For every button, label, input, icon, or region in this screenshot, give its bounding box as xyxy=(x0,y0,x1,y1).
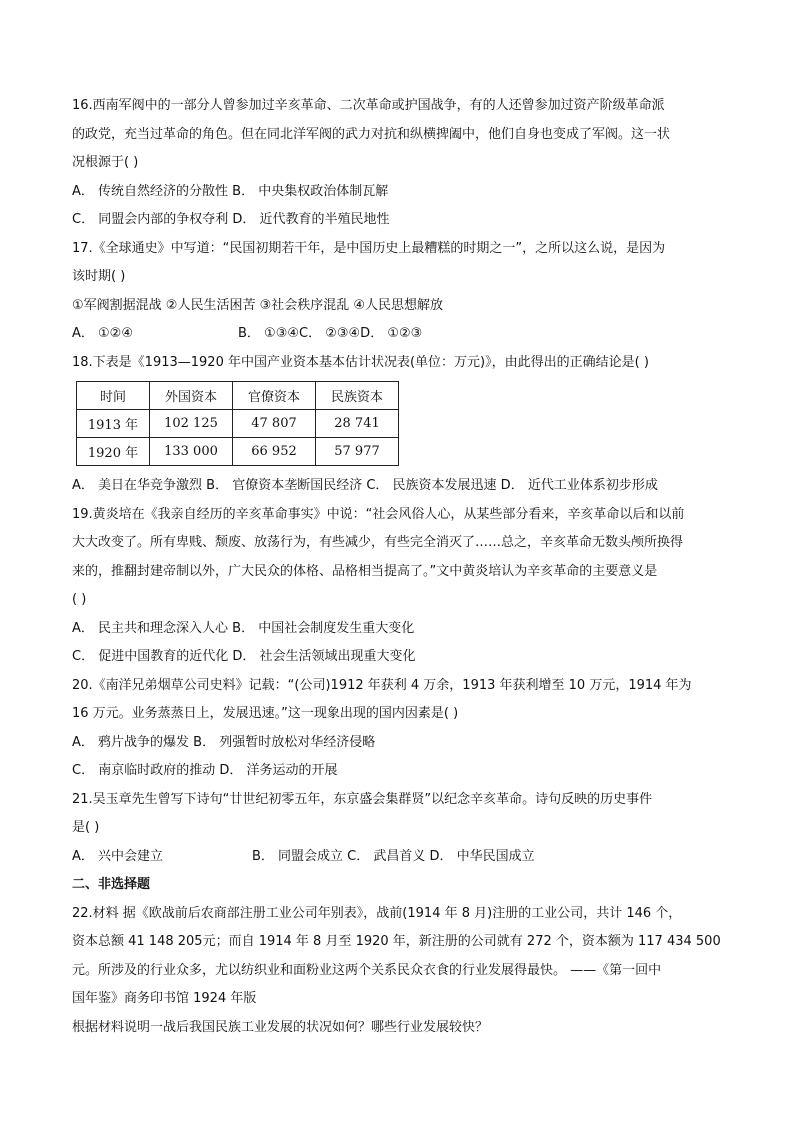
question-stem: 的政党，充当过革命的角色。但在同北洋军阀的武力对抗和纵横捭阖中，他们自身也变成了军阀。这一状 xyxy=(72,126,671,142)
option-a: A． ①②④ xyxy=(72,326,133,341)
table-header-cell: 官僚资本 xyxy=(233,382,316,410)
material-source: 国年鉴》商务印书馆 1924 年版 xyxy=(72,991,257,1006)
question-22 xyxy=(72,900,722,1043)
question-stem: 19.黄炎培在《我亲自经历的辛亥革命事实》中说：“社会风俗人心，从某些部分看来，辛亥革命以后和以前 xyxy=(72,506,685,522)
section-title: 二、非选择题 xyxy=(72,877,151,892)
question-stem: 20.《南洋兄弟烟草公司史料》记载：“(公司)1912 年获利 4 万余，1913 年获利增至 10 万元，1914 年为 xyxy=(72,677,692,693)
table-cell: 1920 年 xyxy=(77,438,150,466)
question-stem: 21.吴玉章先生曾写下诗句“廿世纪初零五年，东京盛会集群贤”以纪念辛亥革命。诗句反映的历史事件 xyxy=(72,791,653,807)
question-stem: 16 万元。业务蒸蒸日上，发展迅速。”这一现象出现的国内因素是( ) xyxy=(72,706,459,721)
material-text: 22.材料 据《欧战前后农商部注册工业公司年别表》，战前(1914 年 8 月)注册的工业公司，共计 146 个， xyxy=(72,905,682,921)
capital-table xyxy=(76,381,399,466)
material-text: 元。所涉及的行业众多，尤以纺织业和面粉业这两个关系民众衣食的行业发展得最快。 ——《第一回中 xyxy=(72,962,662,978)
question-stem: 该时期( ) xyxy=(72,269,126,284)
options-row xyxy=(72,320,722,349)
question-prompt: 根据材料说明一战后我国民族工业发展的状况如何？哪些行业发展较快？ xyxy=(72,1019,489,1035)
options-row: A． 美日在华竞争激烈 B． 官僚资本垄断国民经济 C． 民族资本发展迅速 D． 近代工业体系初步形成 xyxy=(72,478,658,493)
question-stem: 大大改变了。所有卑贱、颓废、放荡行为，有些减少，有些完全消灭了……总之，辛亥革命无数头颅所换得 xyxy=(72,535,684,550)
question-stem: 是( ) xyxy=(72,820,100,835)
table-cell: 102 125 xyxy=(150,410,233,438)
table-header-row xyxy=(77,382,399,410)
table-cell: 133 000 xyxy=(150,438,233,466)
question-stem: 18.下表是《1913—1920 年中国产业资本基本估计状况表(单位：万元)》，由此得出的正确结论是( ) xyxy=(72,354,649,370)
table-cell: 47 807 xyxy=(233,410,316,438)
question-stem: ( ) xyxy=(72,592,87,607)
question-16 xyxy=(72,92,722,235)
question-20 xyxy=(72,672,722,786)
options-bcd: B． 同盟会成立 C． 武昌首义 D． 中华民国成立 xyxy=(252,848,535,864)
table-header-cell: 时间 xyxy=(77,382,150,410)
options-bcd: B． ①③④C． ②③④D． ①②③ xyxy=(238,326,423,341)
question-18 xyxy=(72,349,722,501)
options-row xyxy=(72,843,722,872)
table-cell: 1913 年 xyxy=(77,410,150,438)
table-cell: 28 741 xyxy=(316,410,399,438)
question-stem: 来的，推翻封建帝制以外，广大民众的体格、品格相当提高了。”文中黄炎培认为辛亥革命的主要意义是 xyxy=(72,563,658,579)
question-stem: 16.西南军阀中的一部分人曾参加过辛亥革命、二次革命或护国战争，有的人还曾参加过资产阶级革命派 xyxy=(72,98,665,113)
question-stem: 况根源于( ) xyxy=(72,155,139,170)
table-row xyxy=(77,410,399,438)
table-row xyxy=(77,438,399,466)
numbered-items: ①军阀割据混战 ②人民生活困苦 ③社会秩序混乱 ④人民思想解放 xyxy=(72,297,444,313)
table-cell: 57 977 xyxy=(316,438,399,466)
option-a: A． 兴中会建立 xyxy=(72,848,164,864)
question-17 xyxy=(72,235,722,349)
options-cd: C． 同盟会内部的争权夺利 D． 近代教育的半殖民地性 xyxy=(72,212,390,227)
page-content xyxy=(72,92,722,1042)
options-ab: A． 鸦片战争的爆发 B． 列强暂时放松对华经济侵略 xyxy=(72,734,376,750)
options-cd: C． 促进中国教育的近代化 D． 社会生活领域出现重大变化 xyxy=(72,649,416,664)
question-19 xyxy=(72,501,722,672)
question-21 xyxy=(72,786,722,872)
material-text: 资本总额 41 148 205元；而自 1914 年 8 月至 1920 年，新注册的公司就有 272 个，资本额为 117 434 500 xyxy=(72,934,721,949)
table-header-cell: 外国资本 xyxy=(150,382,233,410)
options-ab: A． 传统自然经济的分散性 B． 中央集权政治体制瓦解 xyxy=(72,183,389,199)
table-header-cell: 民族资本 xyxy=(316,382,399,410)
table-cell: 66 952 xyxy=(233,438,316,466)
options-ab: A． 民主共和理念深入人心 B． 中国社会制度发生重大变化 xyxy=(72,620,415,636)
options-cd: C． 南京临时政府的推动 D． 洋务运动的开展 xyxy=(72,763,338,778)
question-stem: 17.《全球通史》中写道：“民国初期若干年，是中国历史上最糟糕的时期之一”，之所以这么说，是因为 xyxy=(72,240,666,256)
